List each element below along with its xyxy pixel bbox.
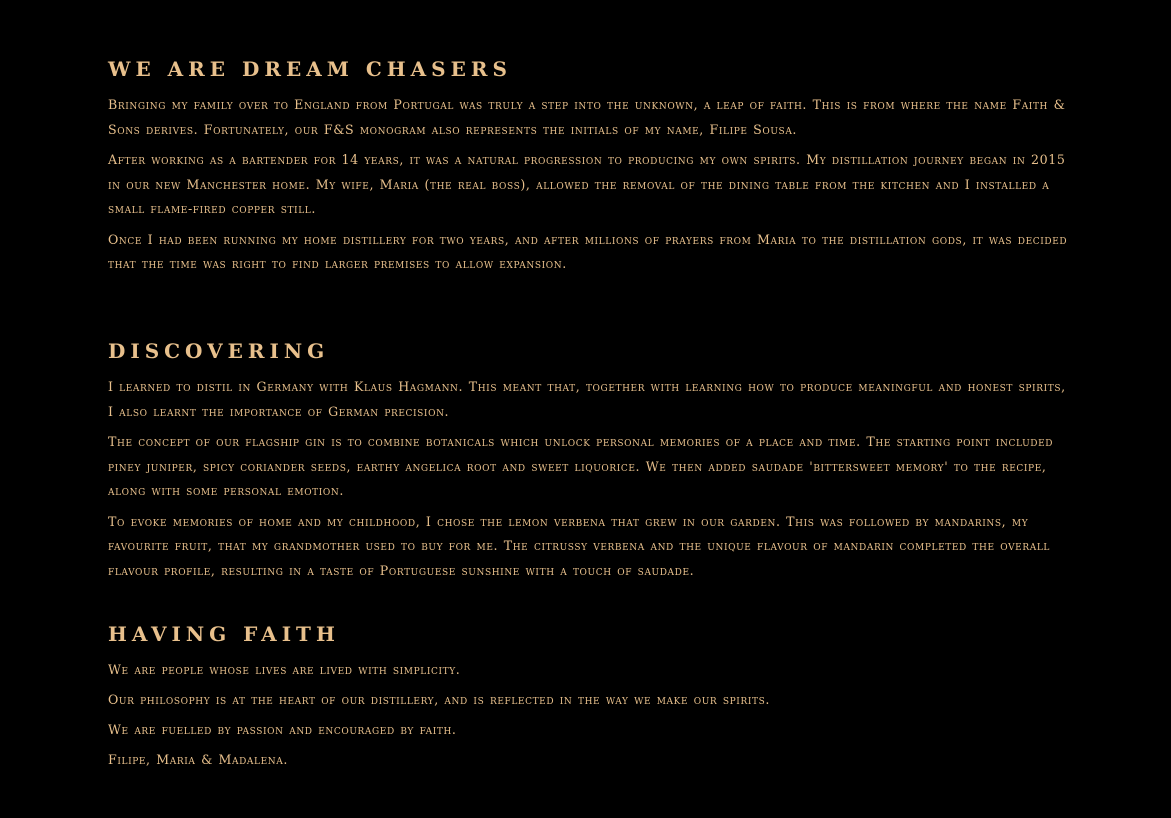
- section-paragraph: We are fuelled by passion and encouraged by faith.: [108, 722, 457, 737]
- section-paragraph: We are people whose lives are lived with simplicity.: [108, 662, 461, 677]
- signature-line: Filipe, Maria & Madalena.: [108, 752, 288, 767]
- section-paragraph: Once I had been running my home distillery for two years, and after millions of prayers from Maria to the distillation gods, it was decided that the time was right to find larger premises to allow expansion.: [108, 231, 1068, 271]
- section-heading: WE ARE DREAM CHASERS: [108, 57, 512, 81]
- section-paragraph: I learned to distil in Germany with Klaus Hagmann. This meant that, together with learning how to produce meaningful and honest spirits, I also learnt the importance of German precision.: [108, 379, 1066, 419]
- section-discovering: [108, 339, 1073, 589]
- section-paragraph: Our philosophy is at the heart of our distillery, and is reflected in the way we make our spirits.: [108, 692, 770, 707]
- section-paragraph: The concept of our flagship gin is to combine botanicals which unlock personal memories of a place and time. The starting point included piney juniper, spicy coriander seeds, earthy angelica root and sweet liquorice. We then added saudade 'bittersweet memory' to the recipe, along with some personal emotion.: [108, 434, 1054, 498]
- section-paragraph: After working as a bartender for 14 years, it was a natural progression to producing my own spirits. My distillation journey began in 2015 in our new Manchester home. My wife, Maria (the real boss), allowed the removal of the dining table from the kitchen and I installed a small flame-fired copper still.: [108, 152, 1066, 216]
- section-heading: HAVING FAITH: [108, 622, 340, 646]
- section-having-faith: [108, 622, 1073, 778]
- section-paragraph: To evoke memories of home and my childhood, I chose the lemon verbena that grew in our garden. This was followed by mandarins, my favourite fruit, that my grandmother used to buy for me. The citrussy verbena and the unique flavour of mandarin completed the overall flavour profile, resulting in a taste of Portuguese sunshine with a touch of saudade.: [108, 513, 1050, 578]
- section-dream-chasers: [108, 57, 1073, 283]
- section-heading: DISCOVERING: [108, 339, 330, 363]
- section-paragraph: Bringing my family over to England from Portugal was truly a step into the unknown, a leap of faith. This is from where the name Faith & Sons derives. Fortunately, our F&S monogram also represents the initials of my name, Filipe Sousa.: [108, 97, 1066, 137]
